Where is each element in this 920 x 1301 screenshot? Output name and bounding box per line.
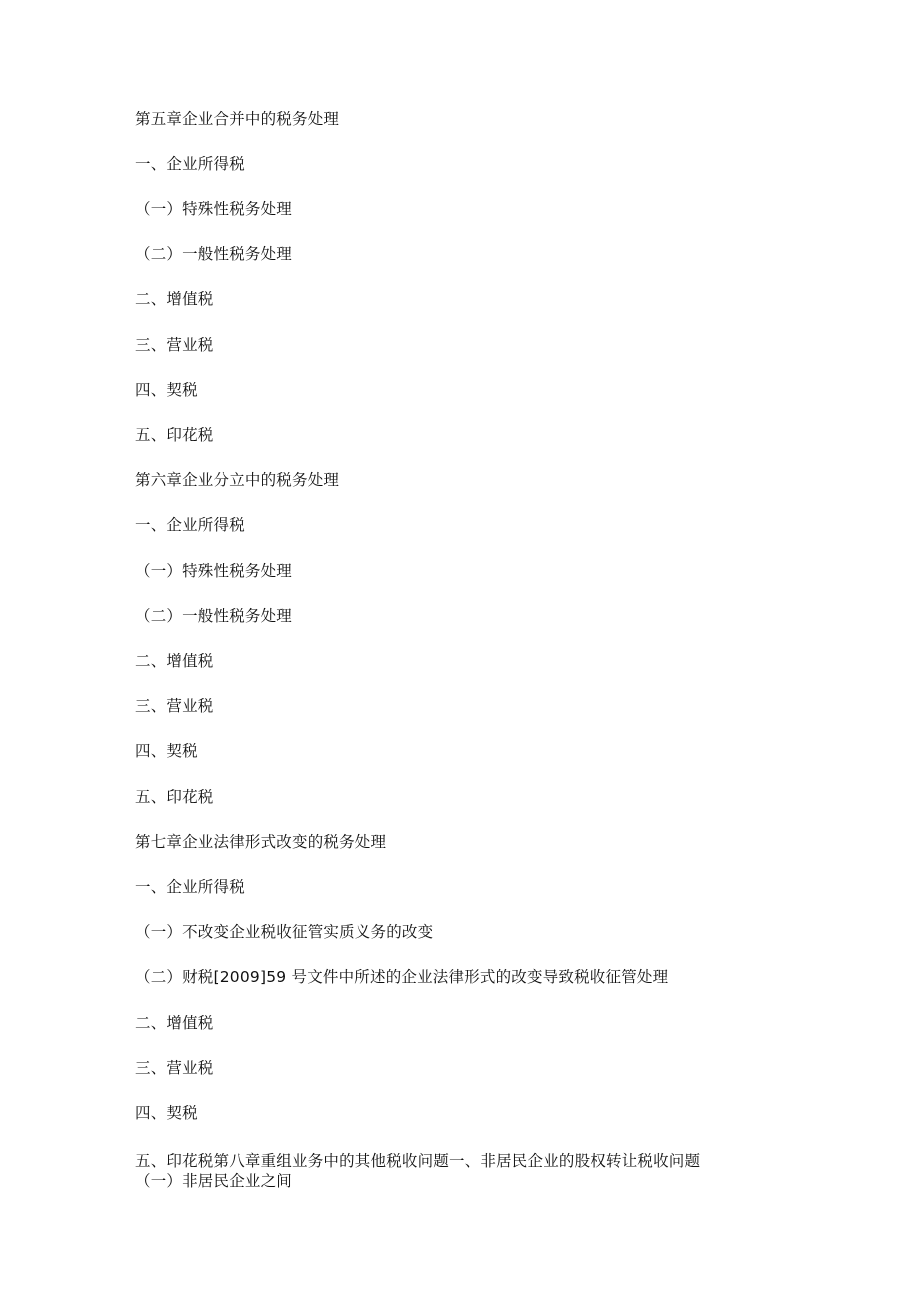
subsection-heading: （二）一般性税务处理 — [135, 607, 293, 625]
chapter-7-heading: 第七章企业法律形式改变的税务处理 — [135, 833, 387, 851]
section-heading: 五、印花税 — [135, 426, 214, 444]
merged-section-line: 五、印花税第八章重组业务中的其他税收问题一、非居民企业的股权转让税收问题 — [135, 1152, 701, 1170]
section-heading: 二、增值税 — [135, 1014, 214, 1032]
section-heading: 二、增值税 — [135, 290, 214, 308]
subsection-heading: （一）特殊性税务处理 — [135, 200, 293, 218]
section-heading: 二、增值税 — [135, 652, 214, 670]
section-heading: 三、营业税 — [135, 336, 214, 354]
section-heading: 四、契税 — [135, 381, 198, 399]
section-heading: 五、印花税 — [135, 788, 214, 806]
subsection-heading: （一）不改变企业税收征管实质义务的改变 — [135, 923, 434, 941]
section-heading: 一、企业所得税 — [135, 516, 245, 534]
section-heading: 三、营业税 — [135, 697, 214, 715]
section-heading: 四、契税 — [135, 1104, 198, 1122]
subsection-heading: （一）非居民企业之间 — [135, 1172, 293, 1190]
section-heading: 三、营业税 — [135, 1059, 214, 1077]
chapter-5-heading: 第五章企业合并中的税务处理 — [135, 110, 340, 128]
section-heading: 一、企业所得税 — [135, 155, 245, 173]
section-heading: 一、企业所得税 — [135, 878, 245, 896]
subsection-heading: （一）特殊性税务处理 — [135, 562, 293, 580]
subsection-heading: （二）财税[2009]59 号文件中所述的企业法律形式的改变导致税收征管处理 — [135, 968, 669, 986]
section-heading: 四、契税 — [135, 742, 198, 760]
chapter-6-heading: 第六章企业分立中的税务处理 — [135, 471, 340, 489]
subsection-heading: （二）一般性税务处理 — [135, 245, 293, 263]
